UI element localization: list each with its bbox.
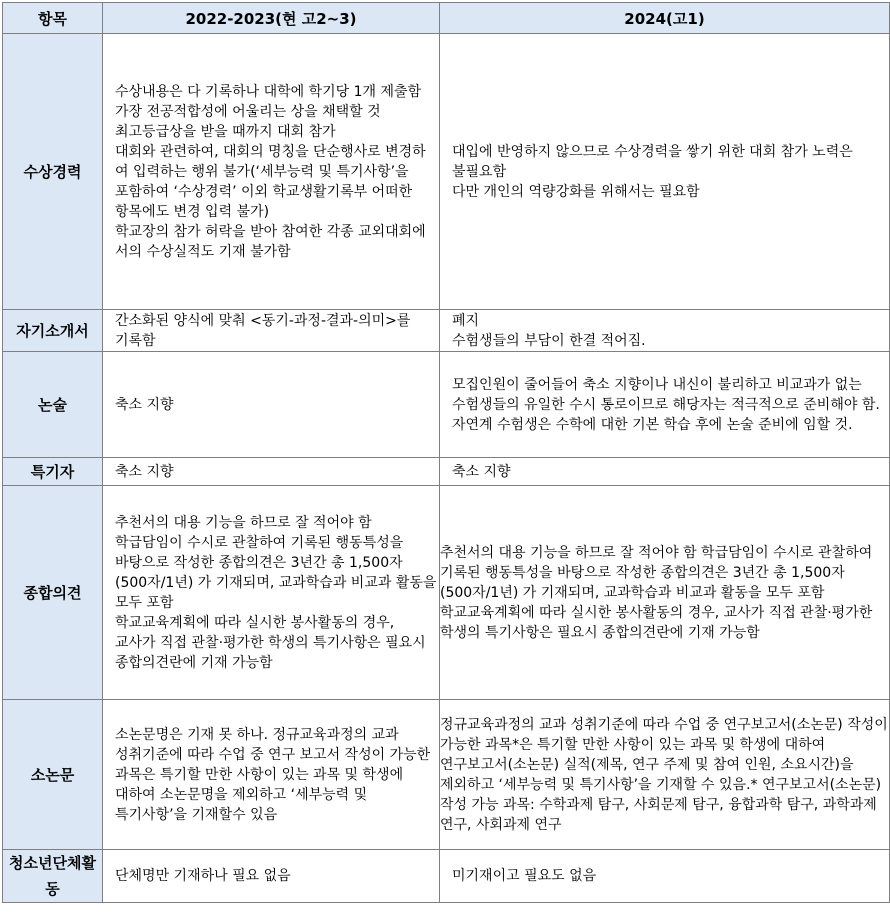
overall-opinion-new-cell <box>440 486 890 700</box>
list-item: · 대회와 관련하여, 대회의 명칭을 단순행사로 변경하 여 입력하는 행위 불가(‘세부능력 및 특기사항’을 포함하여 ‘수상경력’ 이외 학교생활기록부 어떠한 항목에도 변경 입력 불가) <box>103 142 439 222</box>
header-2024: 2024(고1) <box>440 3 890 34</box>
row-essay <box>3 352 890 458</box>
list-item: · 학교교육계획에 따라 실시한 봉사활동의 경우, 교사가 직접 관찰·평가한 학생의 특기사항은 필요시 종합의견란에 기재 가능함 <box>103 613 439 673</box>
list-item: · 단체명만 기재하나 필요 없음 <box>103 866 439 886</box>
category-awards: 수상경력 <box>3 34 103 310</box>
list-item: · 최고등급상을 받을 때까지 대회 참가 <box>103 122 439 142</box>
list-item: · 축소 지향 <box>440 462 889 482</box>
essay-old-cell <box>103 352 440 458</box>
list-item: · 수험생들의 부담이 한결 적어짐. <box>440 331 889 351</box>
thesis-new-cell <box>440 700 890 850</box>
thesis-new-text: 정규교육과정의 교과 성취기준에 따라 수업 중 연구보고서(소논문) 작성이 가능한 과목*은 특기할 만한 사항이 있는 과목 및 학생에 대하여 연구보고서(소논문) 실적(제목, 연구 주제 및 참여 인원, 소요시간)을 제외하고 ‘세부능력 및 특기사항’을 기재할 수 있음.* 연구보고서(소논문) 작성 가능 과목: 수학과제 탐구, 사회문제 탐구, 융합과학 탐구, 과학과제 연구, 사회과제 연구 <box>440 716 888 833</box>
list-item: · 가장 전공적합성에 어울리는 상을 채택할 것 <box>103 102 439 122</box>
self-intro-new-cell <box>440 310 890 352</box>
specialist-new-cell <box>440 458 890 486</box>
row-self-intro <box>3 310 890 352</box>
awards-old-cell <box>103 34 440 310</box>
category-specialist: 특기자 <box>3 458 103 486</box>
list-item: · 축소 지향 <box>103 462 439 482</box>
row-overall-opinion <box>3 486 890 700</box>
youth-group-old-cell <box>103 850 440 903</box>
list-item: · 미기재이고 필요도 없음 <box>440 866 889 886</box>
list-item: · 간소화된 양식에 맞춰 <동기-과정-결과-의미>를 기록함 <box>103 311 439 351</box>
list-item: · 학교장의 참가 허락을 받아 참여한 각종 교외대회에 서의 수상실적도 기재 불가함 <box>103 222 439 262</box>
list-item: · 폐지 <box>440 311 889 331</box>
category-essay: 논술 <box>3 352 103 458</box>
essay-new-cell <box>440 352 890 458</box>
header-2022-2023: 2022-2023(현 고2~3) <box>103 3 440 34</box>
category-thesis: 소논문 <box>3 700 103 850</box>
list-item: · 대입에 반영하지 않으므로 수상경력을 쌓기 위한 대회 참가 노력은 불필요함 <box>440 142 889 182</box>
row-awards <box>3 34 890 310</box>
overall-opinion-new-text: 추천서의 대용 기능을 하므로 잘 적어야 함 학급담임이 수시로 관찰하여 기록된 행동특성을 바탕으로 작성한 종합의견은 3년간 총 1,500자(500자/1년) 가 기재되며, 교과학습과 비교과 활동을 모두 포함 학교교육계획에 따라 실시한 봉사활동의 경우, 교사가 직접 관찰·평가한 학생의 특기사항은 필요시 종합의견란에 기재 가능함 <box>440 544 873 641</box>
overall-opinion-old-cell <box>103 486 440 700</box>
youth-group-new-cell <box>440 850 890 903</box>
header-row <box>3 3 890 34</box>
thesis-old-cell <box>103 700 440 850</box>
category-overall-opinion: 종합의견 <box>3 486 103 700</box>
awards-new-cell <box>440 34 890 310</box>
comparison-table <box>2 2 890 903</box>
list-item: · 자연계 수험생은 수학에 대한 기본 학습 후에 논술 준비에 임할 것. <box>440 415 889 435</box>
list-item: · 학급담임이 수시로 관찰하여 기록된 행동특성을 바탕으로 작성한 종합의견은 3년간 총 1,500자(500자/1년) 가 기재되며, 교과학습과 비교과 활동을 모두 포함 <box>103 533 439 613</box>
specialist-old-cell <box>103 458 440 486</box>
self-intro-old-cell <box>103 310 440 352</box>
category-self-intro: 자기소개서 <box>3 310 103 352</box>
list-item: · 소논문명은 기재 못 하나. 정규교육과정의 교과 성취기준에 따라 수업 중 연구 보고서 작성이 가능한 과목은 특기할 만한 사항이 있는 과목 및 학생에 대하여 소논문명을 제외하고 ‘세부능력 및 특기사항’을 기재할수 있음 <box>103 725 439 825</box>
row-thesis <box>3 700 890 850</box>
list-item: · 다만 개인의 역량강화를 위해서는 필요함 <box>440 182 889 202</box>
list-item: · 모집인원이 줄어들어 축소 지향이나 내신이 불리하고 비교과가 없는 수험생들의 유일한 수시 통로이므로 해당자는 적극적으로 준비해야 함. <box>440 375 889 415</box>
list-item: · 축소 지향 <box>103 395 439 415</box>
category-youth-group: 청소년단체활동 <box>3 850 103 903</box>
list-item: · 수상내용은 다 기록하나 대학에 학기당 1개 제출함 <box>103 82 439 102</box>
row-youth-group <box>3 850 890 903</box>
list-item: · 추천서의 대용 기능을 하므로 잘 적어야 함 <box>103 513 439 533</box>
header-item: 항목 <box>3 3 103 34</box>
row-specialist <box>3 458 890 486</box>
